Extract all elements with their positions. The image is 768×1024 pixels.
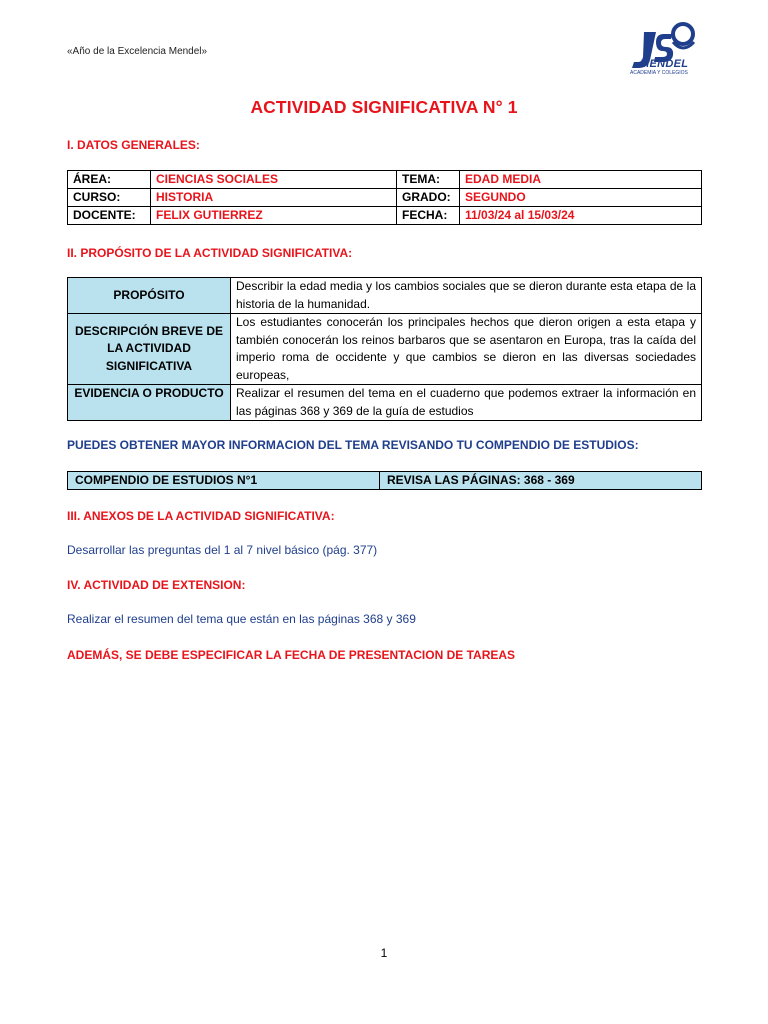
purpose-text: Describir la edad media y los cambios sociales que se dieron durante esta etapa de la historia de la humanidad. (231, 278, 702, 314)
docente-label: DOCENTE: (68, 207, 151, 225)
logo-subtext: ACADEMIA Y COLEGIOS (630, 70, 688, 76)
evidence-text: Realizar el resumen del tema en el cuaderno que podemos extraer la información en las páginas 368 y 369 de la guía de estudios (231, 385, 702, 421)
compendio-pages: REVISA LAS PÁGINAS: 368 - 369 (380, 472, 702, 490)
curso-value: HISTORIA (151, 189, 397, 207)
section-4-heading: IV. ACTIVIDAD DE EXTENSION: (67, 578, 246, 592)
grado-label: GRADO: (397, 189, 460, 207)
curso-label: CURSO: (68, 189, 151, 207)
section-4-text: Realizar el resumen del tema que están en las páginas 368 y 369 (67, 612, 416, 626)
description-text: Los estudiantes conocerán los principales hechos que dieron origen a esta etapa y también conocerán los reinos barbaros que se asentaron en Europa, tras la caída del imperio roma de occidente y que cambios se dieron en las diversas sociedades europeas, (231, 314, 702, 385)
area-value: CIENCIAS SOCIALES (151, 171, 397, 189)
tema-value: EDAD MEDIA (460, 171, 702, 189)
table-row (68, 207, 702, 225)
page-title: ACTIVIDAD SIGNIFICATIVA N° 1 (250, 97, 518, 117)
evidence-header: EVIDENCIA O PRODUCTO (68, 385, 231, 421)
fecha-label: FECHA: (397, 207, 460, 225)
table-row (68, 314, 702, 385)
mendel-logo (626, 20, 706, 80)
presentation-note: ADEMÁS, SE DEBE ESPECIFICAR LA FECHA DE PRESENTACION DE TAREAS (67, 648, 516, 662)
section-2-heading: II. PROPÓSITO DE LA ACTIVIDAD SIGNIFICATIVA: (67, 246, 353, 260)
table-row (68, 278, 702, 314)
fecha-value: 11/03/24 al 15/03/24 (460, 207, 702, 225)
section-3-heading: III. ANEXOS DE LA ACTIVIDAD SIGNIFICATIVA: (67, 509, 335, 523)
section-1-heading: I. DATOS GENERALES: (67, 138, 200, 152)
grado-value: SEGUNDO (460, 189, 702, 207)
table-row (68, 472, 702, 490)
table-row (68, 189, 702, 207)
page-number: 1 (380, 946, 388, 960)
table-row (68, 171, 702, 189)
header-motto: «Año de la Excelencia Mendel» (67, 46, 208, 57)
compendio-table (67, 471, 702, 490)
tema-label: TEMA: (397, 171, 460, 189)
purpose-table (67, 277, 702, 421)
section-3-text: Desarrollar las preguntas del 1 al 7 nivel básico (pág. 377) (67, 543, 378, 557)
compendio-heading: PUEDES OBTENER MAYOR INFORMACION DEL TEMA REVISANDO TU COMPENDIO DE ESTUDIOS: (67, 438, 639, 452)
description-header: DESCRIPCIÓN BREVE DE LA ACTIVIDAD SIGNIFICATIVA (68, 314, 231, 385)
area-label: ÁREA: (68, 171, 151, 189)
general-data-table (67, 170, 702, 225)
docente-value: FELIX GUTIERREZ (151, 207, 397, 225)
compendio-label: COMPENDIO DE ESTUDIOS N°1 (68, 472, 380, 490)
logo-wordmark: MENDEL (640, 58, 689, 70)
purpose-header: PROPÓSITO (68, 278, 231, 314)
table-row (68, 385, 702, 421)
